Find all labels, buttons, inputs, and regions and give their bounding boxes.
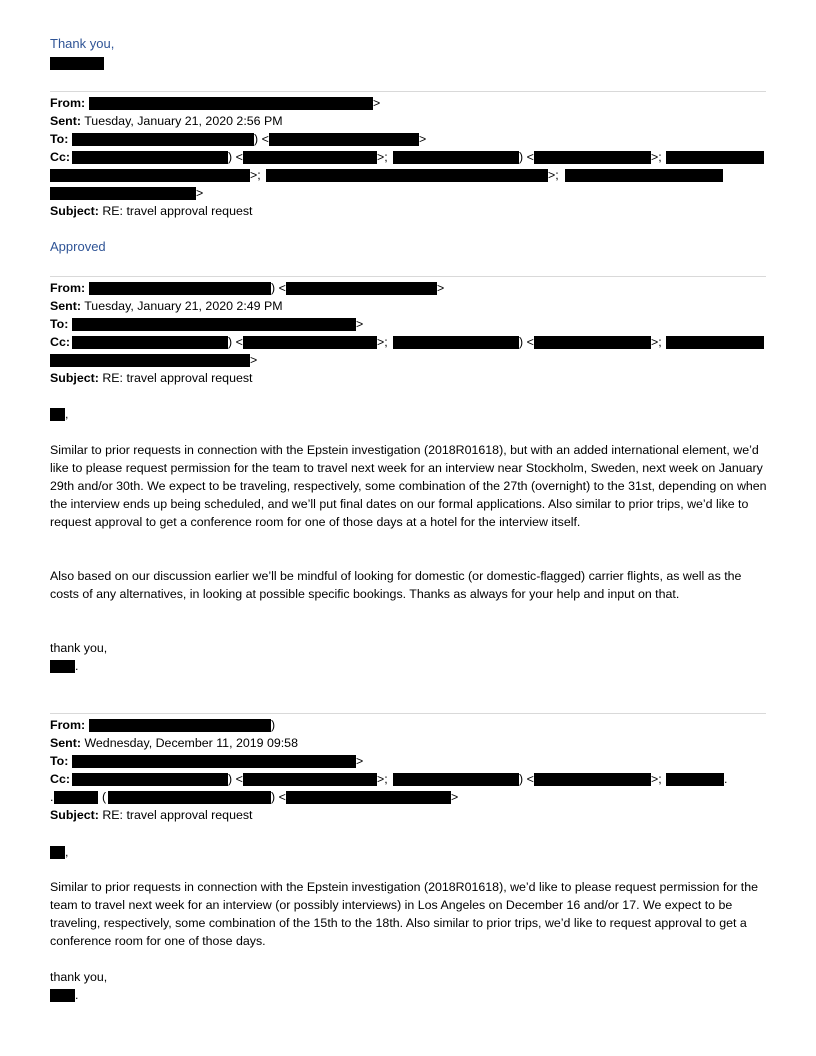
redaction-block bbox=[534, 151, 651, 164]
separator: >; bbox=[377, 150, 388, 164]
redaction-block bbox=[393, 773, 519, 786]
cc-label: Cc: bbox=[50, 335, 70, 349]
sent-value: Tuesday, January 21, 2020 2:56 PM bbox=[84, 114, 283, 128]
redaction-block bbox=[72, 755, 356, 768]
signature-period: . bbox=[75, 659, 79, 673]
separator: ( bbox=[102, 790, 107, 804]
signature-period: . bbox=[75, 988, 79, 1002]
separator: ) < bbox=[519, 772, 534, 786]
angle-close: > bbox=[419, 132, 427, 146]
message-paragraph: Also based on our discussion earlier we’ll be mindful of looking for domestic (or domestic-flagged) carrier flights, as well as the costs of any alternatives, in looking at possible specific bookings. Thanks as always for your help and input on that. bbox=[50, 569, 742, 601]
sent-label: Sent: bbox=[50, 736, 81, 750]
angle-close: > bbox=[250, 353, 258, 367]
salutation-comma: , bbox=[65, 407, 69, 421]
separator: ) < bbox=[254, 132, 269, 146]
closing-thank-you: thank you, bbox=[50, 970, 108, 984]
to-label: To: bbox=[50, 317, 69, 331]
redaction-block bbox=[286, 791, 451, 804]
redaction-block bbox=[50, 408, 65, 421]
separator: ) < bbox=[271, 790, 286, 804]
redaction-block bbox=[72, 151, 228, 164]
separator: ) < bbox=[519, 335, 534, 349]
redaction-block bbox=[393, 151, 519, 164]
redaction-block bbox=[108, 791, 271, 804]
angle-close: > bbox=[437, 281, 445, 295]
redaction-block bbox=[243, 336, 377, 349]
to-line bbox=[50, 130, 68, 148]
separator: ) < bbox=[228, 335, 243, 349]
redaction-block bbox=[286, 282, 437, 295]
subject-label: Subject: bbox=[50, 808, 99, 822]
redaction-block bbox=[89, 97, 373, 110]
angle-close: > bbox=[196, 186, 204, 200]
subject-line bbox=[50, 202, 252, 220]
separator: >; bbox=[548, 168, 559, 182]
sent-line bbox=[50, 734, 298, 752]
redaction-block bbox=[565, 169, 723, 182]
redaction-block bbox=[72, 336, 228, 349]
redaction-block bbox=[50, 169, 250, 182]
sent-line bbox=[50, 112, 283, 130]
header-divider bbox=[50, 91, 766, 92]
from-label: From: bbox=[50, 96, 86, 110]
sent-line bbox=[50, 297, 283, 315]
paren-close: ) bbox=[271, 718, 276, 732]
redaction-block bbox=[50, 57, 104, 70]
separator: ) < bbox=[228, 150, 243, 164]
subject-value: RE: travel approval request bbox=[102, 808, 253, 822]
cc-line bbox=[50, 148, 70, 166]
sent-label: Sent: bbox=[50, 114, 81, 128]
subject-line bbox=[50, 806, 252, 824]
redaction-block bbox=[72, 133, 254, 146]
subject-value: RE: travel approval request bbox=[102, 204, 253, 218]
salutation-comma: , bbox=[65, 845, 69, 859]
redaction-block bbox=[666, 151, 764, 164]
redaction-block bbox=[243, 151, 377, 164]
message-paragraph: Similar to prior requests in connection with the Epstein investigation (2018R01618), we’d like to please request permission for the team to travel next week for an interview (or possibly interviews) in Los Angeles on December 16 and/or 17. We expect to be traveling, respectively, some combination of the 15th to the 18th. Also similar to prior trips, we’d like to request approval to get a conference room for one of those days. bbox=[50, 880, 759, 948]
angle-close: > bbox=[356, 754, 364, 768]
approved-text: Approved bbox=[50, 239, 106, 254]
from-label: From: bbox=[50, 281, 86, 295]
closing-thank-you: thank you, bbox=[50, 641, 108, 655]
message-paragraph: Similar to prior requests in connection with the Epstein investigation (2018R01618), but with an added international element, we’d like to please request permission for the team to travel next week for an interview near Stockholm, Sweden, next week on January 29th and/or 30th. We expect to be traveling, respectively, some combination of the 27th (overnight) to the 31st, depending on when the interview ends up being scheduled, and we’ll put final dates on our formal applications. Also similar to prior trips, we’d like to request approval to get a conference room for one of those days at a hotel for the interview itself. bbox=[50, 443, 767, 529]
subject-value: RE: travel approval request bbox=[102, 371, 253, 385]
separator: ) < bbox=[271, 281, 286, 295]
closing-thank-you: Thank you, bbox=[50, 36, 115, 51]
subject-line bbox=[50, 369, 252, 387]
separator: >; bbox=[651, 150, 662, 164]
cc-line bbox=[50, 770, 70, 788]
redaction-block bbox=[50, 354, 250, 367]
redaction-block bbox=[666, 773, 724, 786]
redaction-block bbox=[243, 773, 377, 786]
separator: . bbox=[724, 772, 728, 786]
redaction-block bbox=[50, 846, 65, 859]
to-line bbox=[50, 752, 68, 770]
redaction-block bbox=[534, 773, 651, 786]
redaction-block bbox=[393, 336, 519, 349]
subject-label: Subject: bbox=[50, 204, 99, 218]
from-line bbox=[50, 94, 85, 112]
redaction-block bbox=[534, 336, 651, 349]
redaction-block bbox=[50, 989, 75, 1002]
from-line bbox=[50, 716, 85, 734]
cc-line bbox=[50, 333, 70, 351]
to-label: To: bbox=[50, 132, 69, 146]
separator: ) < bbox=[519, 150, 534, 164]
redaction-block bbox=[54, 791, 98, 804]
sent-label: Sent: bbox=[50, 299, 81, 313]
redaction-block bbox=[50, 660, 75, 673]
separator: >; bbox=[651, 772, 662, 786]
subject-label: Subject: bbox=[50, 371, 99, 385]
cc-label: Cc: bbox=[50, 150, 70, 164]
cc-label: Cc: bbox=[50, 772, 70, 786]
separator: >; bbox=[651, 335, 662, 349]
to-line bbox=[50, 315, 68, 333]
sent-value: Wednesday, December 11, 2019 09:58 bbox=[84, 736, 298, 750]
angle-close: > bbox=[451, 790, 459, 804]
angle-close: > bbox=[373, 96, 381, 110]
separator: ) < bbox=[228, 772, 243, 786]
header-divider bbox=[50, 276, 766, 277]
angle-close: > bbox=[356, 317, 364, 331]
header-divider bbox=[50, 713, 766, 714]
separator: . bbox=[50, 790, 54, 804]
to-label: To: bbox=[50, 754, 69, 768]
redaction-block bbox=[72, 773, 228, 786]
redaction-block bbox=[50, 187, 196, 200]
redaction-block bbox=[89, 719, 271, 732]
redaction-block bbox=[666, 336, 764, 349]
redaction-block bbox=[269, 133, 419, 146]
separator: >; bbox=[377, 772, 388, 786]
from-label: From: bbox=[50, 718, 86, 732]
sent-value: Tuesday, January 21, 2020 2:49 PM bbox=[84, 299, 283, 313]
redaction-block bbox=[72, 318, 356, 331]
separator: >; bbox=[377, 335, 388, 349]
separator: >; bbox=[250, 168, 261, 182]
from-line bbox=[50, 279, 85, 297]
redaction-block bbox=[266, 169, 548, 182]
redaction-block bbox=[89, 282, 271, 295]
